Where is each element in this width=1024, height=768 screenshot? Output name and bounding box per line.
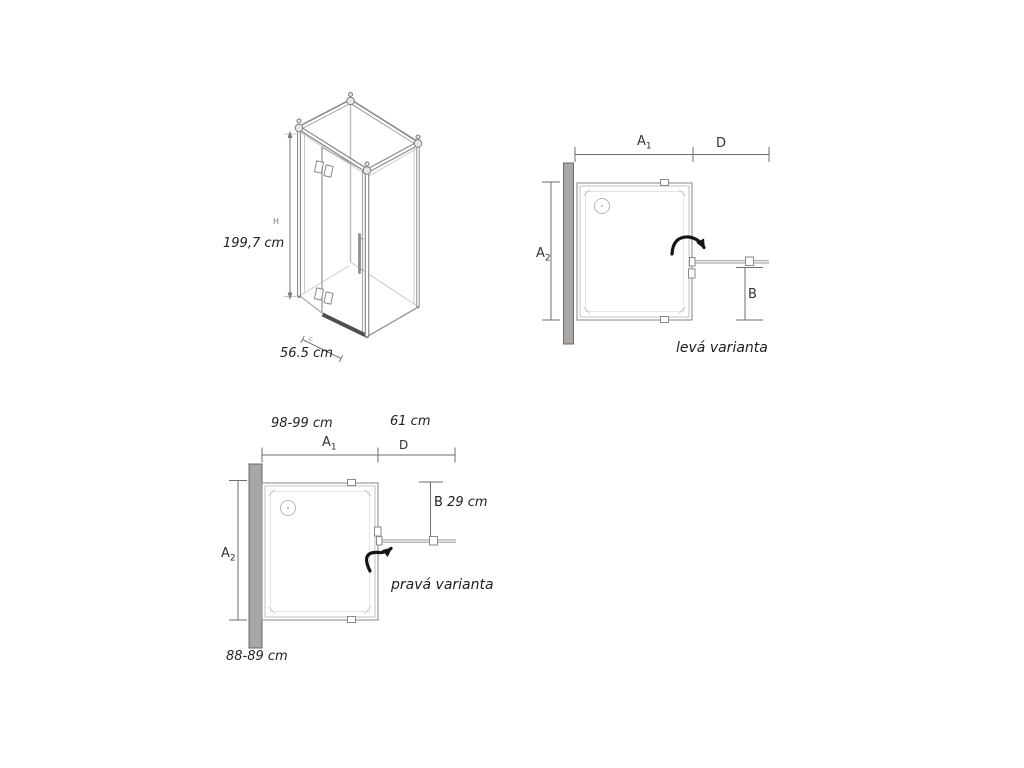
dim-d-label: D xyxy=(716,136,727,151)
enclosure-outline xyxy=(262,483,378,620)
top-rails xyxy=(300,102,417,171)
door-width-label: 61 cm xyxy=(390,414,431,429)
door-hinge-top xyxy=(314,161,333,177)
dim-d-label: D xyxy=(399,438,409,452)
plan-left-top-dimension xyxy=(575,147,769,162)
door-hinge-bottom xyxy=(314,288,333,304)
dim-a2-label: $A_2$ xyxy=(221,546,236,564)
enclosure-outline xyxy=(577,183,692,320)
height-value-label: 199,7 cm xyxy=(223,236,285,251)
left-variant-caption: levá varianta xyxy=(676,340,768,356)
width-value-label: 56.5 cm xyxy=(280,346,333,361)
height-dimension xyxy=(284,131,296,301)
width-range-label: 98-99 cm xyxy=(271,416,333,431)
right-variant-caption: pravá varianta xyxy=(391,577,494,593)
wall xyxy=(564,163,574,344)
dim-b-label: B xyxy=(748,287,757,302)
door-leaf xyxy=(377,537,457,546)
plan-right-top-dimension xyxy=(262,448,455,463)
wall xyxy=(249,464,262,648)
width-letter-label: c xyxy=(309,335,313,343)
plan-left-view xyxy=(542,147,769,344)
plan-right-view xyxy=(229,448,456,649)
height-letter-label: H xyxy=(273,217,280,226)
dim-b-value-label: B 29 cm xyxy=(434,495,488,510)
dim-a1-label: $A_1$ xyxy=(322,435,337,453)
depth-range-label: 88-89 cm xyxy=(226,649,288,664)
door-leaf xyxy=(690,257,770,266)
dim-a2-label: $A_2$ xyxy=(536,246,551,264)
shower-3d-view xyxy=(284,93,422,362)
dim-a1-label: $A_1$ xyxy=(637,134,652,152)
door-threshold xyxy=(323,315,367,336)
